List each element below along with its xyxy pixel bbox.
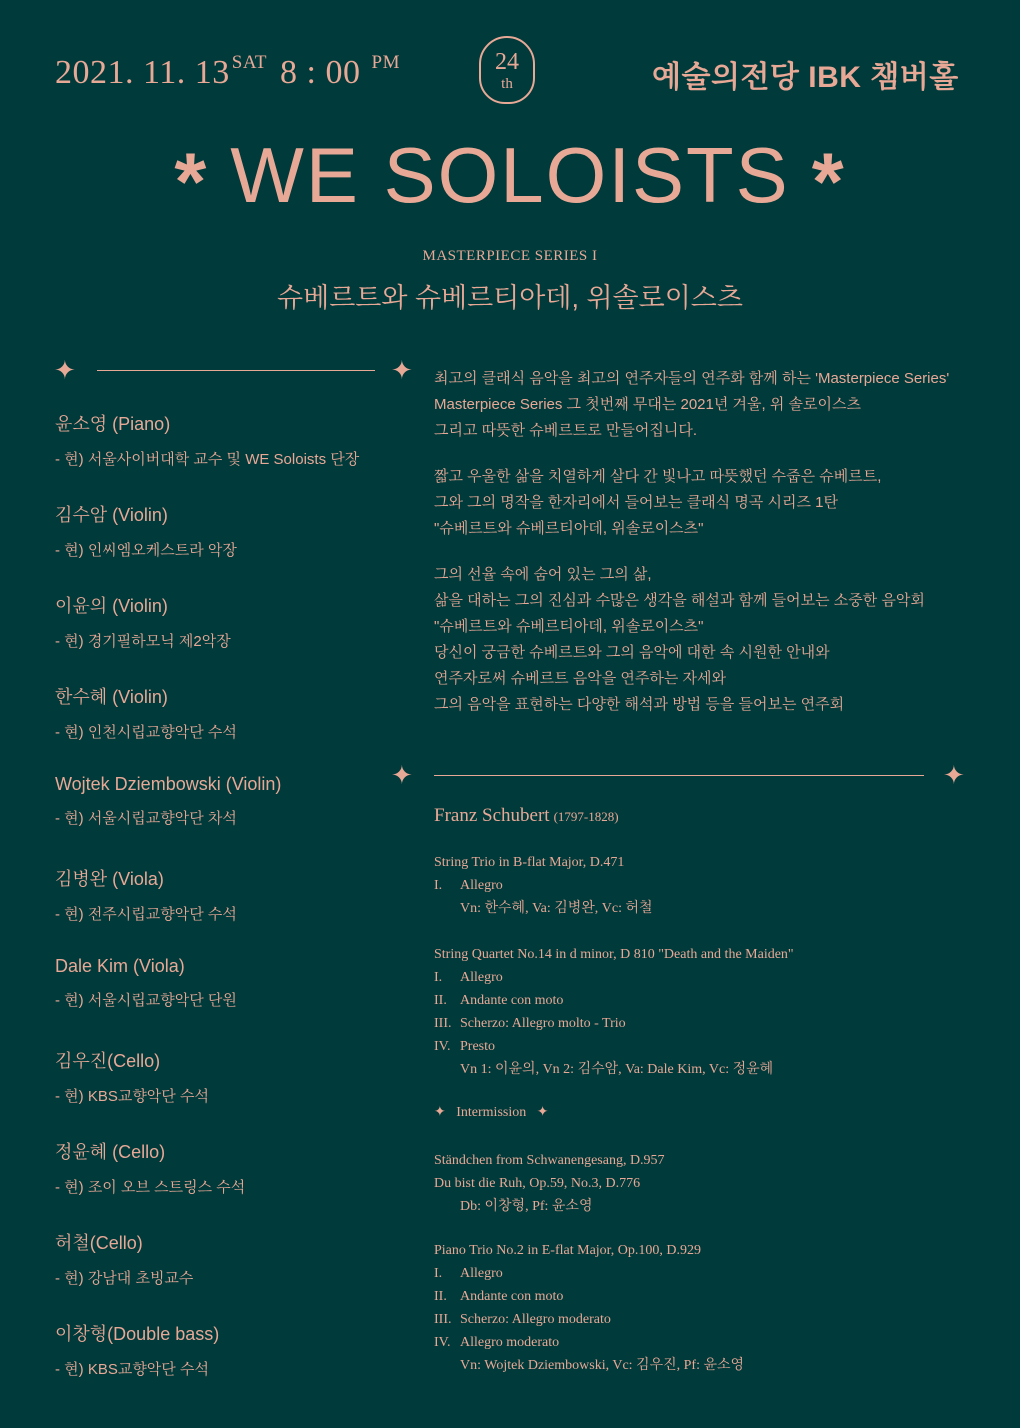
performer-item [55,1320,219,1379]
edition-number: 24 [495,49,519,75]
series-name-ko: 슈베르트와 슈베르티아데, 위솔로이스츠 [277,283,743,313]
date-text: 2021. 11. 13 [55,54,230,91]
sparkle-icon: ✦ [943,760,965,790]
movement-number: II. [434,993,447,1008]
performer-role: - 현) 인천시립교향악단 수석 [55,724,237,741]
intermission-line [434,1104,548,1121]
performer-role: - 현) 경기필하모닉 제2악장 [55,633,231,650]
performer-name: 정윤혜 (Cello) [55,1142,166,1162]
description-paragraph [434,562,994,718]
work-title: Piano Trio No.2 in E-flat Major, Op.100, D.929 [434,1243,701,1258]
series-name-en: MASTERPIECE SERIES I [422,248,598,264]
description-line: 그의 음악을 표현하는 다양한 해석과 방법 등을 들어보는 연주회 [434,696,845,713]
description-paragraph [434,366,994,444]
movement-row [434,874,994,897]
work-title: Ständchen from Schwanengesang, D.957 [434,1153,665,1168]
movement-row [434,966,994,989]
performer-name: 김수암 (Violin) [55,505,168,525]
performer-name: 한수혜 (Violin) [55,687,168,707]
performer-item [55,501,237,560]
performer-item [55,956,237,1010]
divider-line [97,370,375,371]
concert-title [0,130,1020,228]
ampm-text: PM [371,52,400,73]
movement-row [434,989,994,1012]
divider-line [434,775,924,776]
concert-date [55,52,404,92]
sparkle-icon: ✦ [391,355,413,385]
performer-name: 이창형(Double bass) [55,1324,220,1344]
movement-row [434,1035,994,1058]
day-text: SAT [231,52,268,73]
description-line: 그리고 따뜻한 슈베르트로 만들어집니다. [434,422,698,439]
performer-role: - 현) 서울시립교향악단 차석 [55,810,237,827]
movement-name: Presto [460,1039,495,1054]
performer-role: - 현) KBS교향악단 수석 [55,1361,209,1378]
performer-role: - 현) 인씨엠오케스트라 악장 [55,542,237,559]
description-paragraph [434,464,994,542]
performer-name: 김우진(Cello) [55,1051,161,1071]
program-work [434,1239,994,1377]
edition-badge [479,36,535,104]
description-line: Masterpiece Series 그 첫번째 무대는 2021년 겨울, 위 솔로이스츠 [434,396,861,413]
movement-number: III. [434,1312,452,1327]
movement-row [434,1285,994,1308]
edition-suffix: th [501,76,513,92]
performer-name: 이윤의 (Violin) [55,596,168,616]
movement-number: II. [434,1289,447,1304]
description-line: "슈베르트와 슈베르티아데, 위솔로이스츠" [434,520,704,537]
description-line: 삶을 대하는 그의 진심과 수많은 생각을 해설과 함께 들어보는 소중한 음악회 [434,592,925,609]
concert-description [434,366,994,738]
sparkle-icon: ✦ [391,760,413,790]
intermission-label: Intermission [456,1105,527,1120]
movement-name: Scherzo: Allegro molto - Trio [460,1016,626,1031]
composer-years: (1797-1828) [553,809,619,824]
program-work [434,943,994,1081]
movement-number: IV. [434,1039,451,1054]
composer-name: Franz Schubert [434,805,550,826]
venue-logo: 예술의전당 IBK 챔버홀 [652,61,959,94]
movement-number: IV. [434,1335,451,1350]
sparkle-icon: ✦ [54,355,76,385]
movement-name: Allegro [460,970,503,985]
asterisk-left-icon: * [174,137,209,228]
performer-role: - 현) 서울사이버대학 교수 및 WE Soloists 단장 [55,451,360,468]
description-line: 짧고 우울한 삶을 치열하게 살다 간 빛나고 따뜻했던 수줍은 슈베르트, [434,468,882,485]
performer-item [55,683,237,742]
description-line: 연주자로써 슈베르트 음악을 연주하는 자세와 [434,670,726,687]
players-line: Vn 1: 이윤의, Vn 2: 김수암, Va: Dale Kim, Vc: 정윤혜 [460,1062,774,1077]
performer-role: - 현) 서울시립교향악단 단원 [55,992,237,1009]
players-line: Db: 이창형, Pf: 윤소영 [460,1199,593,1214]
movement-name: Allegro [460,1266,503,1281]
program-work [434,851,994,920]
movement-number: I. [434,970,443,985]
performer-item [55,865,237,924]
players-line: Vn: 한수혜, Va: 김병완, Vc: 허철 [460,901,653,916]
performer-item [55,592,231,651]
performer-role: - 현) 전주시립교향악단 수석 [55,906,237,923]
movement-number: III. [434,1016,452,1031]
movement-name: Andante con moto [460,993,564,1008]
description-line: 최고의 클래식 음악을 최고의 연주자들의 연주화 함께 하는 'Masterpiece Series' [434,370,950,387]
performer-role: - 현) 강남대 초빙교수 [55,1270,194,1287]
description-line: 그와 그의 명작을 한자리에서 들어보는 클래식 명곡 시리즈 1탄 [434,494,838,511]
movement-row [434,1308,994,1331]
program-work [434,1149,994,1218]
movement-name: Allegro [460,878,503,893]
performer-name: Wojtek Dziembowski (Violin) [55,774,282,794]
performer-name: Dale Kim (Viola) [55,956,185,976]
movement-name: Allegro moderato [460,1335,560,1350]
sparkle-icon: ✦ [536,1105,549,1120]
performer-item [55,774,281,828]
performer-name: 윤소영 (Piano) [55,414,171,434]
description-line: "슈베르트와 슈베르티아데, 위솔로이스츠" [434,618,704,635]
movement-row [434,1331,994,1354]
work-title: Du bist die Ruh, Op.59, No.3, D.776 [434,1176,641,1191]
movement-number: I. [434,878,443,893]
performer-item [55,410,359,469]
players-line: Vn: Wojtek Dziembowski, Vc: 김우진, Pf: 윤소영 [460,1358,745,1373]
description-line: 그의 선율 속에 숨어 있는 그의 삶, [434,566,652,583]
composer-heading [434,805,619,827]
movement-row [434,1012,994,1035]
asterisk-right-icon: * [811,137,846,228]
performer-name: 김병완 (Viola) [55,869,164,889]
title-text: WE SOLOISTS [230,131,790,219]
movement-name: Scherzo: Allegro moderato [460,1312,611,1327]
work-title: String Trio in B-flat Major, D.471 [434,855,625,870]
performer-name: 허철(Cello) [55,1233,143,1253]
performer-role: - 현) KBS교향악단 수석 [55,1088,209,1105]
performer-item [55,1138,245,1197]
performer-role: - 현) 조이 오브 스트링스 수석 [55,1179,246,1196]
work-title: String Quartet No.14 in d minor, D 810 "Death and the Maiden" [434,947,794,962]
time-text: 8 : 00 [280,54,361,91]
sparkle-icon: ✦ [434,1105,446,1120]
movement-row [434,1262,994,1285]
movement-name: Andante con moto [460,1289,564,1304]
movement-number: I. [434,1266,443,1281]
performer-item [55,1229,193,1288]
performer-item [55,1047,209,1106]
description-line: 당신이 궁금한 슈베르트와 그의 음악에 대한 속 시원한 안내와 [434,644,830,661]
